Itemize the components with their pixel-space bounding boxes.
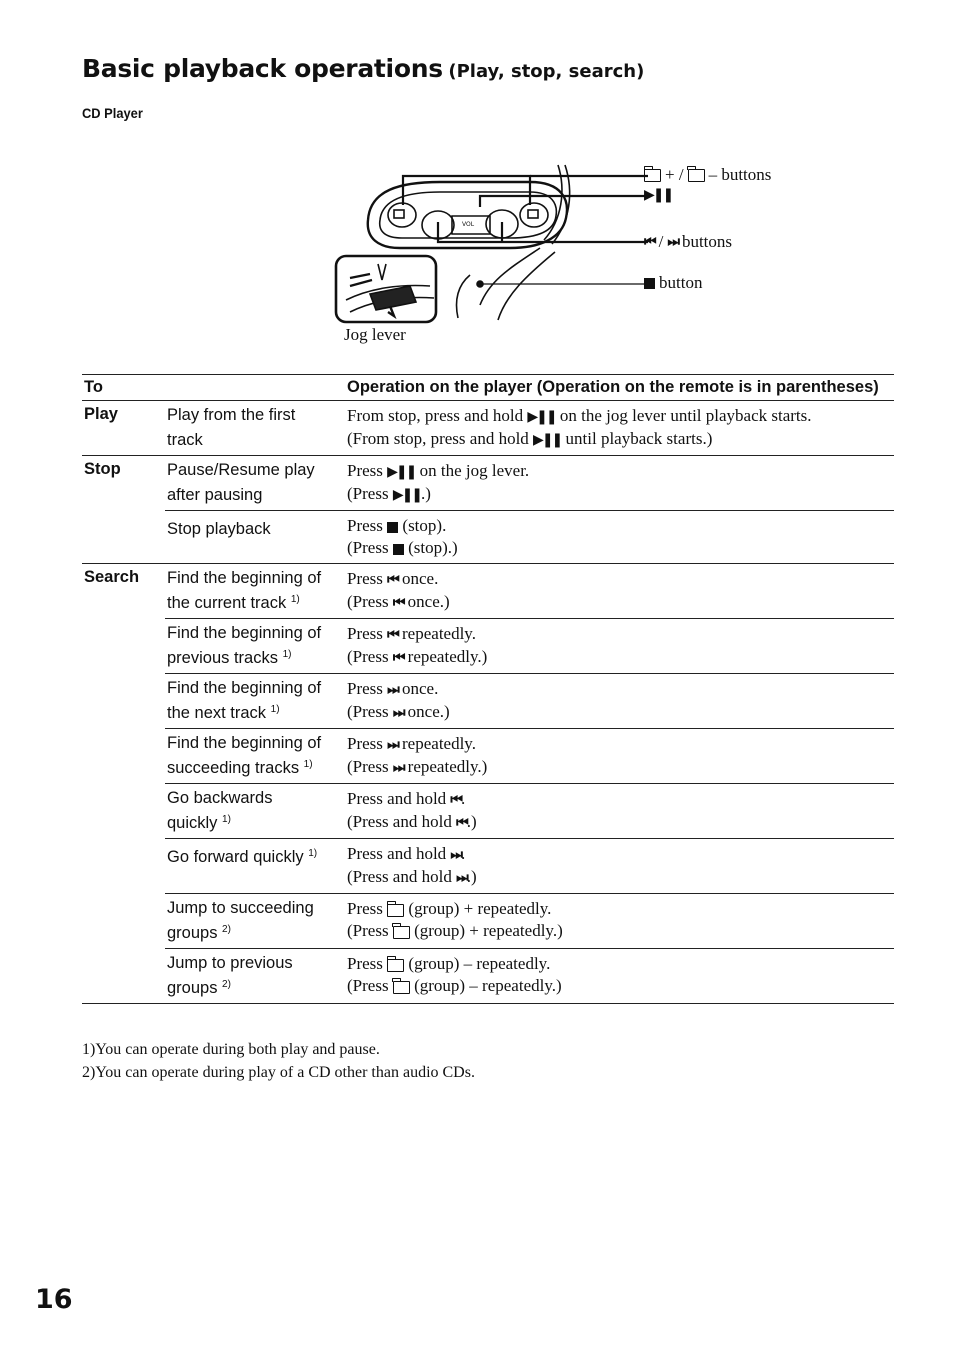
table-row xyxy=(82,401,894,456)
row-operation xyxy=(345,839,894,894)
row-op2-text: (Press xyxy=(347,702,393,721)
row-operation xyxy=(345,894,894,949)
row-operation-remote xyxy=(347,811,892,834)
row-operation-player xyxy=(347,460,892,483)
row-operation-remote xyxy=(347,701,892,724)
row-operation-player xyxy=(347,788,892,811)
stop-icon xyxy=(387,522,398,533)
row-op1-text: Press xyxy=(347,899,388,918)
row-op2-text: (Press xyxy=(347,647,393,666)
row-action xyxy=(165,894,345,949)
page-number: 16 xyxy=(35,1284,73,1315)
row-action-text: Jump to previous groups xyxy=(167,954,293,997)
row-category xyxy=(82,619,165,674)
row-op1-tail: repeatedly. xyxy=(397,734,476,753)
row-op1-text: Press xyxy=(347,569,388,588)
svg-text:VOL: VOL xyxy=(462,221,475,228)
row-operation xyxy=(345,511,894,564)
row-op1-tail: (stop). xyxy=(398,516,447,535)
row-category xyxy=(82,729,165,784)
row-action-label xyxy=(167,678,327,724)
row-op2-tail: repeatedly.) xyxy=(403,647,488,666)
next-track-icon: ⏭ xyxy=(450,847,462,863)
previous-track-icon: ⏮ xyxy=(644,234,655,250)
row-footnote-ref: 1) xyxy=(222,814,231,825)
play-pause-icon: ▶❚❚ xyxy=(387,464,416,480)
row-op2-text: (Press and hold xyxy=(347,867,457,886)
folder-icon xyxy=(387,904,404,917)
row-category xyxy=(82,894,165,949)
row-action-text: Stop playback xyxy=(167,520,271,538)
next-track-icon: ⏭ xyxy=(456,870,467,886)
row-op2-text: (Press xyxy=(347,538,393,557)
callout-jog-lever xyxy=(344,325,406,345)
row-operation-player xyxy=(347,898,892,920)
row-operation-remote xyxy=(347,756,892,779)
row-op2-text: (Press xyxy=(347,484,393,503)
row-operation-remote xyxy=(347,428,892,451)
row-category xyxy=(82,839,165,894)
play-pause-icon: ▶❚❚ xyxy=(392,487,422,503)
table-row xyxy=(82,674,894,729)
stop-icon xyxy=(393,544,404,555)
section-label: CD Player xyxy=(82,105,143,121)
row-op1-tail: . xyxy=(461,844,466,863)
row-action-label xyxy=(167,515,271,540)
row-action-text: Find the beginning of previous tracks xyxy=(167,624,322,667)
row-operation-remote xyxy=(347,920,892,942)
previous-track-icon: ⏮ xyxy=(392,595,404,611)
cd-player-illustration xyxy=(330,160,810,360)
table-row xyxy=(82,839,894,894)
table-row xyxy=(82,619,894,674)
row-operation-player xyxy=(347,678,892,701)
table-row xyxy=(82,511,894,564)
row-action xyxy=(165,511,345,564)
folder-icon xyxy=(393,981,410,994)
row-op2-tail: until playback starts.) xyxy=(561,429,713,448)
row-operation xyxy=(345,619,894,674)
row-op2-tail: .) xyxy=(421,484,431,503)
table-header-row xyxy=(82,375,894,401)
row-operation-player xyxy=(347,733,892,756)
table-row xyxy=(82,784,894,839)
row-action xyxy=(165,729,345,784)
row-footnote-ref: 1) xyxy=(303,759,313,770)
previous-track-icon: ⏮ xyxy=(450,792,462,808)
row-footnote-ref: 1) xyxy=(282,649,292,660)
row-operation xyxy=(345,949,894,1004)
folder-icon xyxy=(393,926,410,939)
row-op1-tail: on the jog lever. xyxy=(415,461,530,480)
row-op1-tail: on the jog lever until playback starts. xyxy=(555,406,812,425)
row-operation-player xyxy=(347,623,892,646)
row-action-label xyxy=(167,733,327,779)
row-operation-remote xyxy=(347,646,892,669)
row-action xyxy=(165,839,345,894)
row-action xyxy=(165,619,345,674)
row-action-text: Play from the first track xyxy=(167,406,296,449)
row-action-text: Go backwards quickly xyxy=(167,789,273,832)
row-op1-text: Press and hold xyxy=(347,789,451,808)
row-op1-text: Press xyxy=(347,516,388,535)
table-body xyxy=(82,401,894,1004)
callout-skip-text: buttons xyxy=(681,232,733,251)
row-action xyxy=(165,784,345,839)
row-footnote-ref: 2) xyxy=(222,979,231,990)
row-operation xyxy=(345,674,894,729)
row-operation xyxy=(345,729,894,784)
row-op2-text: (Press xyxy=(347,976,393,995)
row-operation-player xyxy=(347,843,892,866)
previous-track-icon: ⏮ xyxy=(456,815,467,831)
footnote-1: 1)You can operate during both play and pause. xyxy=(82,1041,380,1058)
row-op1-text: From stop, press and hold xyxy=(347,406,528,425)
row-category-label: Play xyxy=(84,405,118,423)
callout-group-buttons xyxy=(644,165,771,185)
row-action-text: Go forward quickly xyxy=(167,848,304,866)
row-action xyxy=(165,401,345,456)
row-action xyxy=(165,564,345,619)
row-operation-player xyxy=(347,405,892,428)
callout-play-pause xyxy=(644,187,672,203)
row-op1-text: Press xyxy=(347,679,388,698)
row-category xyxy=(82,949,165,1004)
row-op2-tail: once.) xyxy=(403,702,450,721)
row-category xyxy=(82,784,165,839)
callout-stop-text: button xyxy=(659,273,703,292)
row-operation-remote xyxy=(347,591,892,614)
next-track-icon: ⏭ xyxy=(387,737,398,753)
row-op2-tail: (stop).) xyxy=(403,538,458,557)
row-category xyxy=(82,401,165,456)
page-title-sub: (Play, stop, search) xyxy=(448,61,645,82)
previous-track-icon: ⏮ xyxy=(392,650,404,666)
play-pause-icon: ▶❚❚ xyxy=(533,432,562,448)
table-row xyxy=(82,564,894,619)
row-op2-text: (Press xyxy=(347,921,393,940)
page-title xyxy=(82,54,644,83)
row-footnote-ref: 1) xyxy=(290,594,300,605)
row-op2-tail: .) xyxy=(466,867,477,886)
row-action-label xyxy=(167,788,327,834)
row-action-label xyxy=(167,843,317,868)
row-action xyxy=(165,674,345,729)
row-operation-remote xyxy=(347,537,892,559)
row-op1-tail: . xyxy=(461,789,466,808)
row-operation xyxy=(345,564,894,619)
stop-icon xyxy=(644,278,655,289)
row-operation-remote xyxy=(347,483,892,506)
previous-track-icon: ⏮ xyxy=(387,572,398,588)
next-track-icon: ⏭ xyxy=(387,682,398,698)
row-action xyxy=(165,456,345,511)
callout-stop-button xyxy=(644,273,702,293)
row-op1-text: Press xyxy=(347,954,388,973)
row-category-label: Stop xyxy=(84,460,121,478)
row-action-label xyxy=(167,405,327,451)
row-op2-text: (Press xyxy=(347,592,393,611)
row-op2-tail: (group) + repeatedly.) xyxy=(409,921,563,940)
row-action-label xyxy=(167,568,327,614)
row-op1-tail: once. xyxy=(397,569,439,588)
row-operation xyxy=(345,784,894,839)
callout-skip-separator: / xyxy=(658,232,664,251)
row-action-text: Find the beginning of the next track xyxy=(167,679,322,722)
footnote-2: 2)You can operate during play of a CD other than audio CDs. xyxy=(82,1064,475,1081)
row-category xyxy=(82,564,165,619)
row-op1-tail: repeatedly. xyxy=(397,624,476,643)
row-action-text: Pause/Resume play after pausing xyxy=(167,461,315,504)
row-op1-tail: (group) + repeatedly. xyxy=(404,899,552,918)
row-op2-text: (From stop, press and hold xyxy=(347,429,534,448)
table-row xyxy=(82,729,894,784)
previous-track-icon: ⏮ xyxy=(387,627,398,643)
page-title-main: Basic playback operations xyxy=(82,54,443,83)
row-op2-tail: once.) xyxy=(403,592,450,611)
play-pause-icon: ▶❚❚ xyxy=(527,409,556,425)
callout-group-minus: – buttons xyxy=(708,165,772,184)
header-operation: Operation on the player (Operation on the remote is in parentheses) xyxy=(345,375,894,401)
row-op1-text: Press xyxy=(347,624,388,643)
row-footnote-ref: 2) xyxy=(222,924,231,935)
callout-skip-buttons xyxy=(644,232,732,252)
table-row xyxy=(82,949,894,1004)
callout-jog-lever-text: Jog lever xyxy=(344,325,406,344)
row-operation-remote xyxy=(347,866,892,889)
folder-icon xyxy=(387,959,404,972)
row-action-label xyxy=(167,623,327,669)
row-action-text: Find the beginning of the current track xyxy=(167,569,322,612)
row-operation xyxy=(345,456,894,511)
row-category-label: Search xyxy=(84,568,140,586)
row-op1-text: Press xyxy=(347,734,388,753)
row-op2-text: (Press xyxy=(347,757,393,776)
row-op1-text: Press xyxy=(347,461,388,480)
row-operation-player xyxy=(347,568,892,591)
row-op2-text: (Press and hold xyxy=(347,812,457,831)
row-action-text: Jump to succeeding groups xyxy=(167,899,314,942)
row-action xyxy=(165,949,345,1004)
callout-group-plus: + / xyxy=(665,165,684,184)
folder-icon xyxy=(688,169,705,182)
row-operation-player xyxy=(347,953,892,975)
header-to: To xyxy=(82,375,345,401)
row-category xyxy=(82,511,165,564)
row-op1-tail: once. xyxy=(397,679,439,698)
row-operation-remote xyxy=(347,975,892,997)
row-operation xyxy=(345,401,894,456)
next-track-icon: ⏭ xyxy=(392,760,404,776)
row-op1-text: Press and hold xyxy=(347,844,451,863)
row-action-label xyxy=(167,898,327,944)
play-pause-icon: ▶❚❚ xyxy=(644,187,673,203)
row-footnote-ref: 1) xyxy=(270,704,280,715)
row-category xyxy=(82,456,165,511)
row-footnote-ref: 1) xyxy=(308,848,318,859)
row-op1-tail: (group) – repeatedly. xyxy=(404,954,551,973)
table-row xyxy=(82,456,894,511)
footnotes xyxy=(82,1038,475,1084)
row-operation-player xyxy=(347,515,892,537)
row-category xyxy=(82,674,165,729)
row-op2-tail: repeatedly.) xyxy=(403,757,488,776)
row-action-text: Find the beginning of succeeding tracks xyxy=(167,734,322,777)
row-action-label xyxy=(167,953,327,999)
table-row xyxy=(82,894,894,949)
row-op2-tail: .) xyxy=(466,812,477,831)
operations-table xyxy=(82,374,894,1004)
folder-icon xyxy=(644,169,661,182)
next-track-icon: ⏭ xyxy=(667,234,678,250)
next-track-icon: ⏭ xyxy=(392,705,404,721)
row-op2-tail: (group) – repeatedly.) xyxy=(409,976,562,995)
row-action-label xyxy=(167,460,327,506)
